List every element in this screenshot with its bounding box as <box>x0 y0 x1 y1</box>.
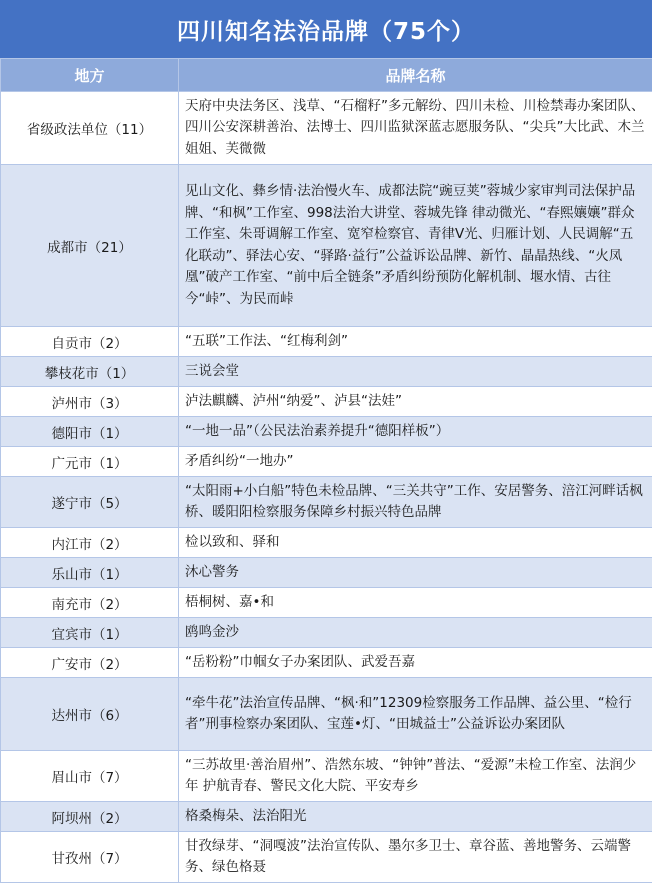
brands-cell: “太阳雨+小白船”特色未检品牌、“三关共守”工作、安居警务、涪江河畔话枫桥、暖阳阳检察服务保障乡村振兴特色品牌 <box>179 477 652 528</box>
brand-table <box>0 58 652 883</box>
region-cell: 南充市（2） <box>1 588 179 618</box>
region-cell: 达州市（6） <box>1 678 179 751</box>
table-row <box>1 327 652 357</box>
table-row <box>1 447 652 477</box>
table-row <box>1 751 652 802</box>
region-cell: 省级政法单位（11） <box>1 92 179 165</box>
region-cell: 甘孜州（7） <box>1 832 179 883</box>
brands-cell: 天府中央法务区、浅草、“石榴籽”多元解纷、四川未检、川检禁毒办案团队、四川公安深耕善治、法博士、四川监狱深蓝志愿服务队、“尖兵”大比武、木兰姐姐、芙微微 <box>179 92 652 165</box>
table-row <box>1 528 652 558</box>
table-row <box>1 92 652 165</box>
table-row <box>1 832 652 883</box>
region-cell: 宜宾市（1） <box>1 618 179 648</box>
brands-cell: “三苏故里·善治眉州”、浩然东坡、“钟钟”普法、“爱源”未检工作室、法润少年 护航青春、警民文化大院、平安寿乡 <box>179 751 652 802</box>
header-region: 地方 <box>1 59 179 92</box>
brands-cell: 检以致和、驿和 <box>179 528 652 558</box>
table-header-row <box>1 59 652 92</box>
region-cell: 广元市（1） <box>1 447 179 477</box>
header-brands: 品牌名称 <box>179 59 652 92</box>
table-row <box>1 678 652 751</box>
brands-cell: 格桑梅朵、法治阳光 <box>179 802 652 832</box>
brands-cell: “牵牛花”法治宣传品牌、“枫·和”12309检察服务工作品牌、益公里、“检行者”刑事检察办案团队、宝莲•灯、“田城益士”公益诉讼办案团队 <box>179 678 652 751</box>
brands-cell: 鸥鸣金沙 <box>179 618 652 648</box>
region-cell: 乐山市（1） <box>1 558 179 588</box>
table-row <box>1 588 652 618</box>
page-title: 四川知名法治品牌（75个） <box>0 0 652 58</box>
table-row <box>1 165 652 327</box>
region-cell: 遂宁市（5） <box>1 477 179 528</box>
brands-cell: “一地一品”（公民法治素养提升“德阳样板”） <box>179 417 652 447</box>
brands-cell: 甘孜绿芽、“洞嘎波”法治宣传队、墨尔多卫士、章谷蓝、善地警务、云端警务、绿色格聂 <box>179 832 652 883</box>
region-cell: 成都市（21） <box>1 165 179 327</box>
region-cell: 攀枝花市（1） <box>1 357 179 387</box>
table-row <box>1 802 652 832</box>
brands-cell: 三说会堂 <box>179 357 652 387</box>
brands-cell: 见山文化、彝乡情·法治慢火车、成都法院“豌豆荚”蓉城少家审判司法保护品牌、“和枫”工作室、998法治大讲堂、蓉城先锋 律动微光、“春熙孃孃”群众工作室、朱哥调解工作室、宽窄检察官、青律Ⅴ光、归雁计划、人民调解“五化联动”、驿法心安、“驿路·益行”公益诉讼品牌、新竹、晶晶热线、“火凤凰”破产工作室、“前中后全链条”矛盾纠纷预防化解机制、堰水情、古往今“峠”、为民而峠 <box>179 165 652 327</box>
table-row <box>1 618 652 648</box>
brands-cell: “岳粉粉”巾帼女子办案团队、武爱吾嘉 <box>179 648 652 678</box>
table-row <box>1 477 652 528</box>
region-cell: 阿坝州（2） <box>1 802 179 832</box>
table-row <box>1 648 652 678</box>
brands-cell: 泸法麒麟、泸州“纳爱”、泸县“法娃” <box>179 387 652 417</box>
brands-cell: 矛盾纠纷“一地办” <box>179 447 652 477</box>
region-cell: 泸州市（3） <box>1 387 179 417</box>
table-row <box>1 357 652 387</box>
brands-cell: “五联”工作法、“红梅利剑” <box>179 327 652 357</box>
region-cell: 广安市（2） <box>1 648 179 678</box>
brands-cell: 梧桐树、嘉•和 <box>179 588 652 618</box>
region-cell: 德阳市（1） <box>1 417 179 447</box>
region-cell: 内江市（2） <box>1 528 179 558</box>
region-cell: 眉山市（7） <box>1 751 179 802</box>
region-cell: 自贡市（2） <box>1 327 179 357</box>
table-row <box>1 558 652 588</box>
table-row <box>1 417 652 447</box>
brands-cell: 沐心警务 <box>179 558 652 588</box>
table-row <box>1 387 652 417</box>
